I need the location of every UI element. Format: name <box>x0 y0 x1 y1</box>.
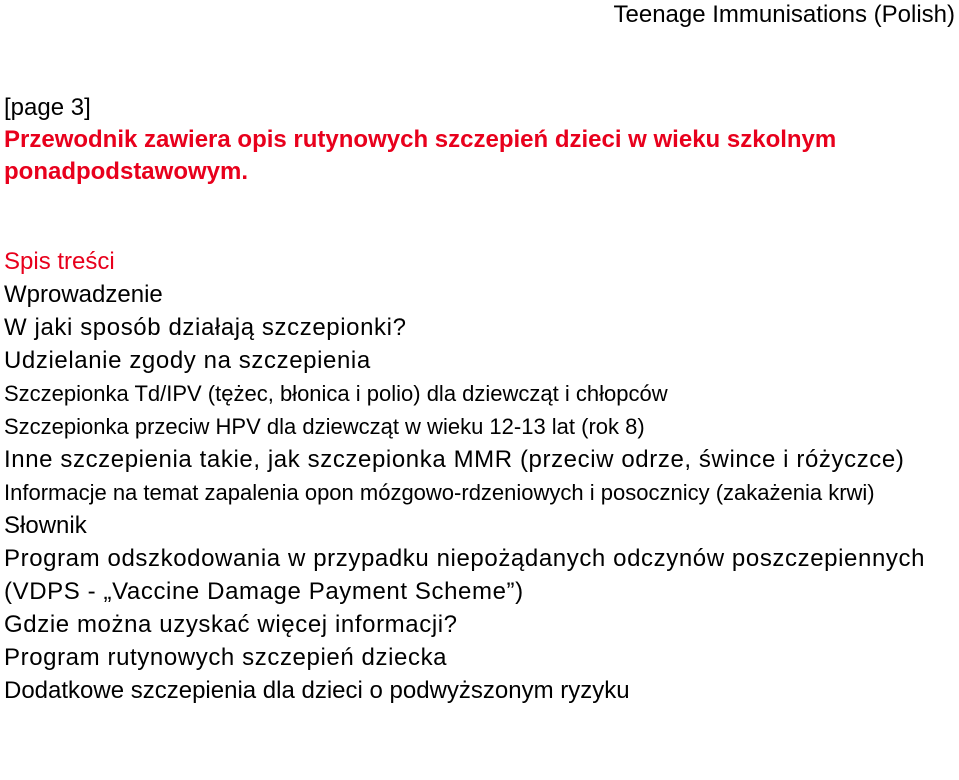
toc-item-udzielanie-zgody[interactable]: Udzielanie zgody na szczepienia <box>4 347 371 374</box>
toc-item-vdps[interactable]: Program odszkodowania w przypadku niepożądanych odczynów poszczepiennych (VDPS - „Vaccine Damage Payment Scheme”) <box>4 545 926 605</box>
toc-item-wiecej-informacji[interactable]: Gdzie można uzyskać więcej informacji? <box>4 611 458 638</box>
toc-item-hpv[interactable]: Szczepionka przeciw HPV dla dziewcząt w wieku 12-13 lat (rok 8) <box>4 414 645 439</box>
toc-item-td-ipv[interactable]: Szczepionka Td/IPV (tężec, błonica i polio) dla dziewcząt i chłopców <box>4 381 668 406</box>
table-of-contents <box>4 278 954 707</box>
toc-item-dodatkowe-szczepienia[interactable]: Dodatkowe szczepienia dla dzieci o podwyższonym ryzyku <box>4 677 630 704</box>
toc-item-wprowadzenie[interactable]: Wprowadzenie <box>4 281 163 308</box>
toc-item-jak-dzialaja-szczepionki[interactable]: W jaki sposób działają szczepionki? <box>4 314 407 341</box>
toc-item-mmr[interactable]: Inne szczepienia takie, jak szczepionka MMR (przeciw odrze, śwince i różyczce) <box>4 446 905 473</box>
toc-item-slownik[interactable]: Słownik <box>4 512 87 539</box>
intro-text: Przewodnik zawiera opis rutynowych szczepień dzieci w wieku szkolnym ponadpodstawowym. <box>4 126 837 185</box>
toc-item-program-rutynowych[interactable]: Program rutynowych szczepień dziecka <box>4 644 448 671</box>
toc-item-zapalenie-opon[interactable]: Informacje na temat zapalenia opon mózgowo-rdzeniowych i posocznicy (zakażenia krwi) <box>4 480 875 505</box>
page-marker: [page 3] <box>4 94 91 121</box>
toc-title: Spis treści <box>4 248 115 275</box>
page-body <box>4 92 954 707</box>
running-header: Teenage Immunisations (Polish) <box>613 1 955 28</box>
